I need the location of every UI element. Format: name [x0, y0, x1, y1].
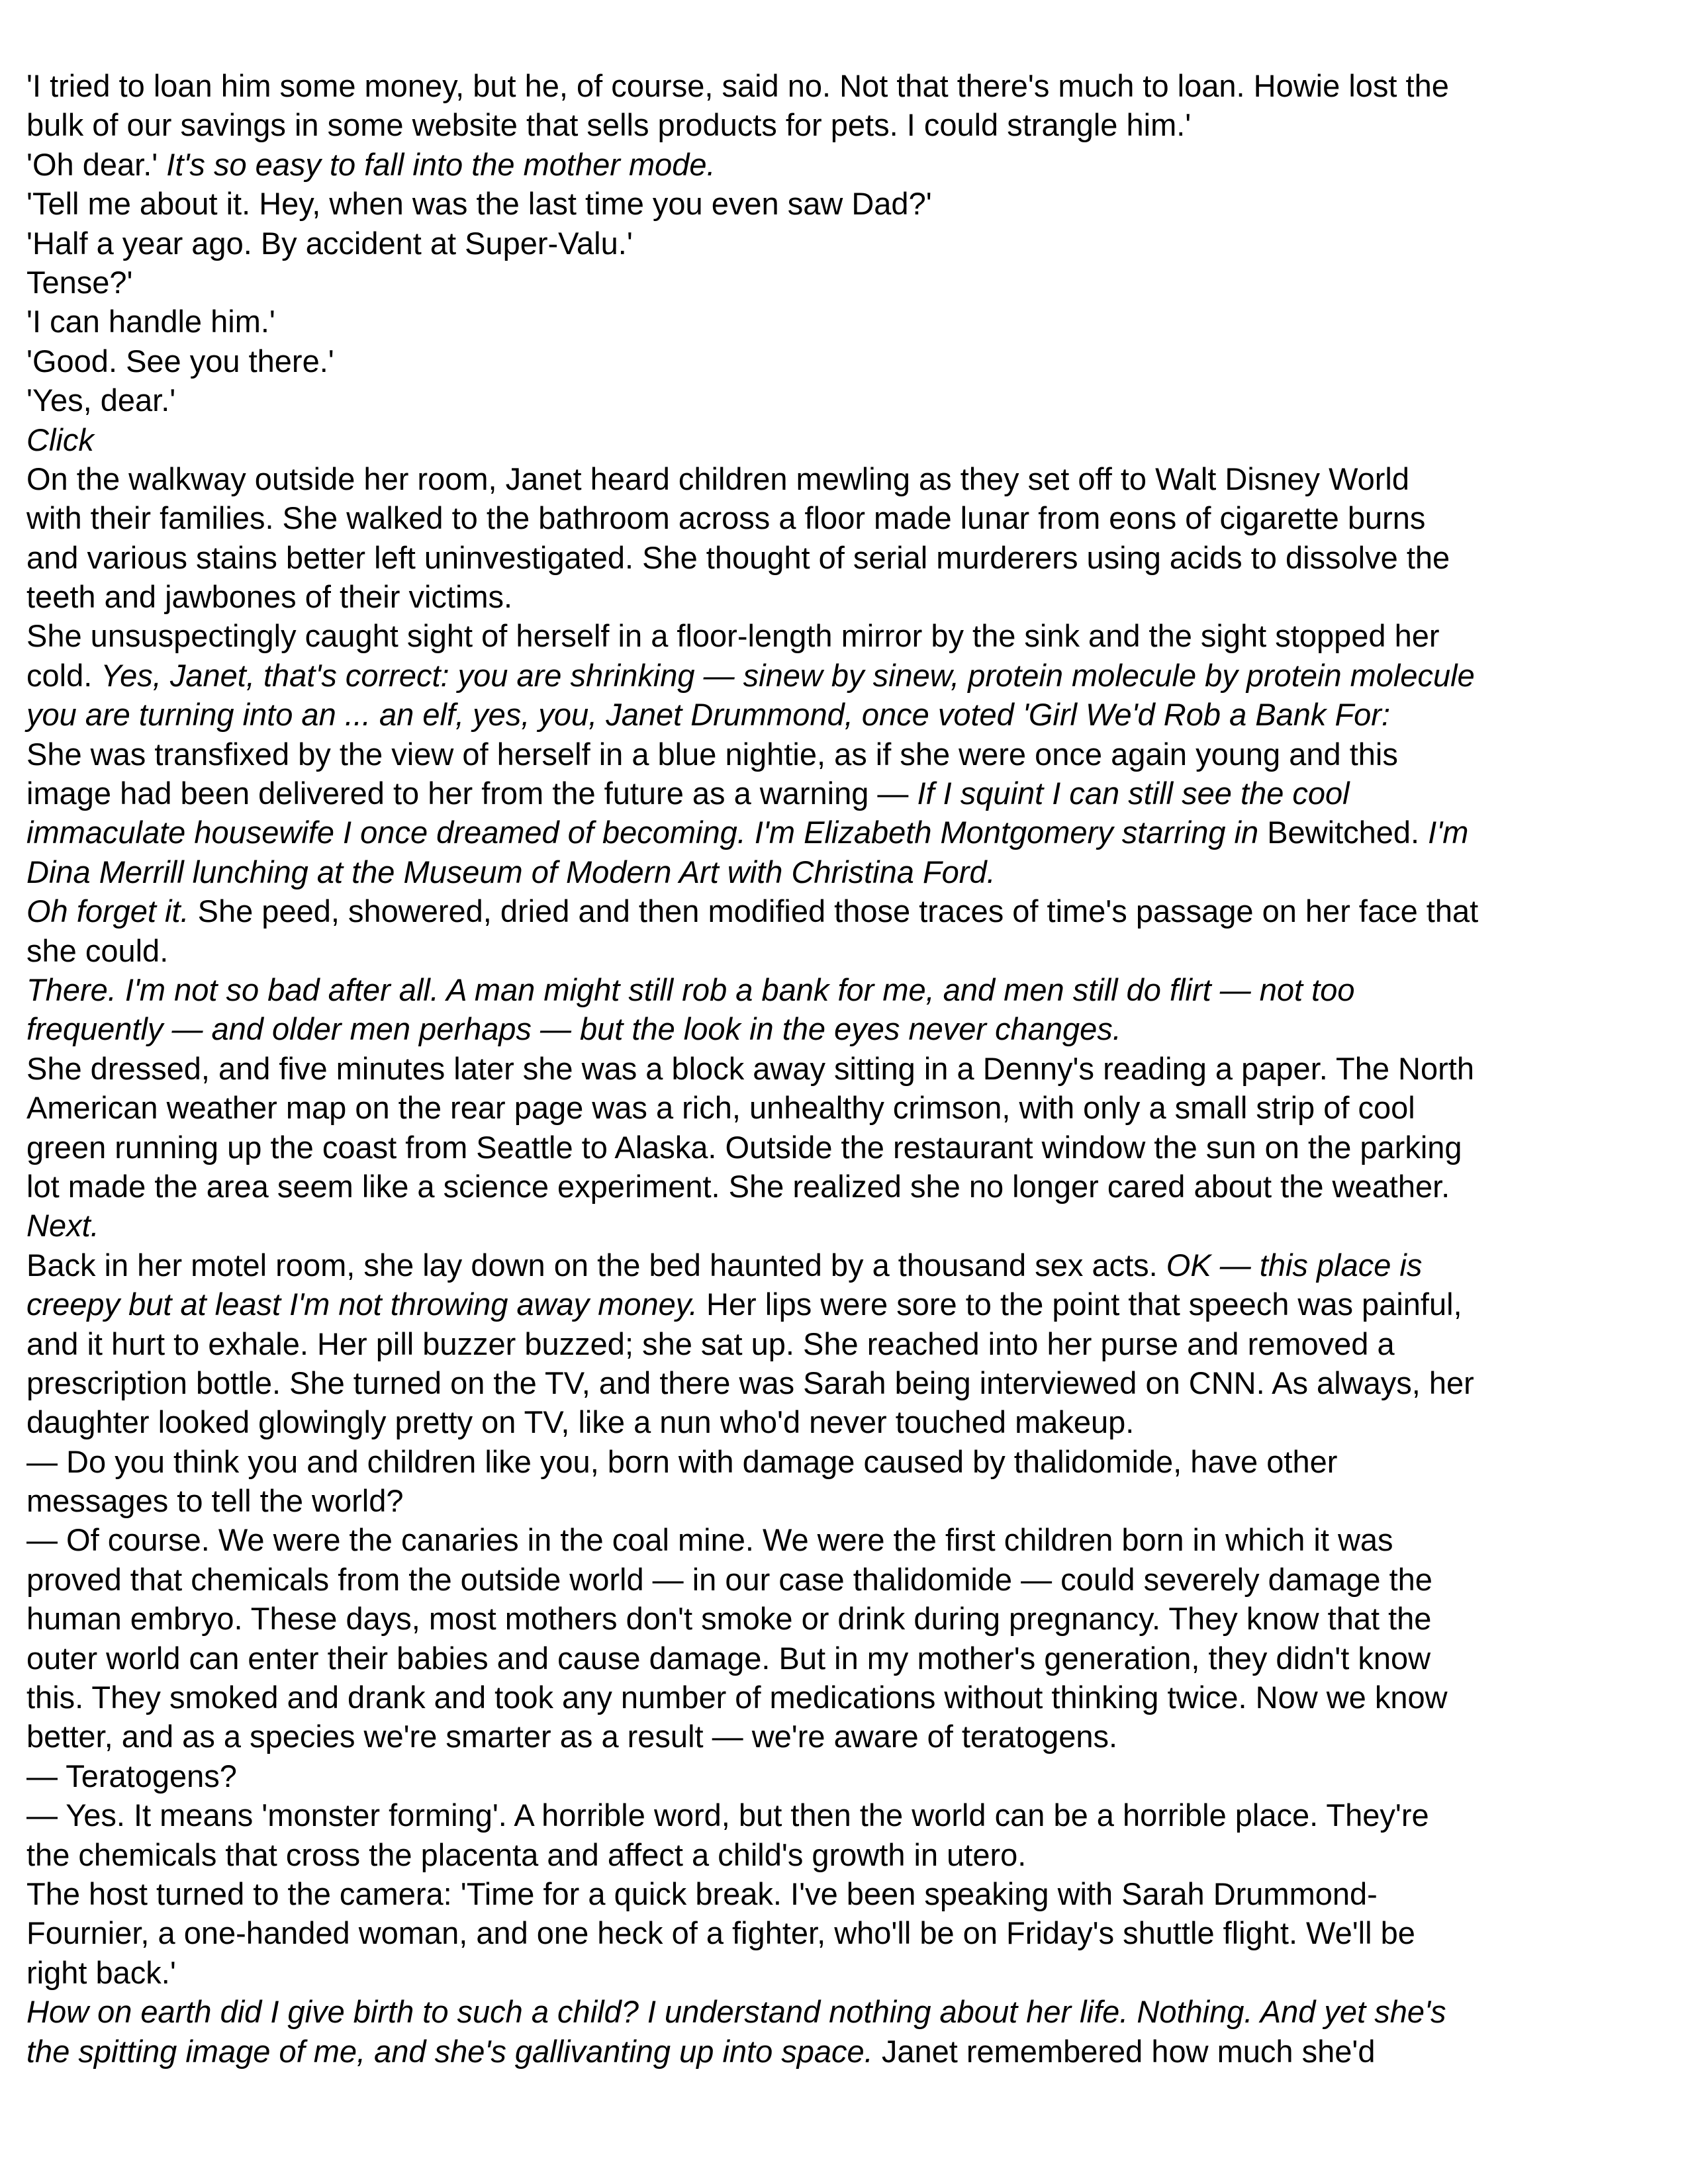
text-run: 'Good. See you there.' [26, 343, 334, 379]
text-line [26, 1835, 1662, 1874]
text-run: On the walkway outside her room, Janet heard children mewling as they set off to Walt Disney World [26, 461, 1409, 496]
text-run: bulk of our savings in some website that sells products for pets. I could strangle him.' [26, 107, 1192, 143]
italic-text-run: There. I'm not so bad after all. A man might still rob a bank for me, and men still do flirt — not too [26, 972, 1355, 1007]
text-run: She peed, showered, dried and then modified those traces of time's passage on her face that [197, 893, 1479, 929]
text-run: 'Yes, dear.' [26, 383, 176, 418]
text-line [26, 538, 1662, 577]
text-run: The host turned to the camera: 'Time for a quick break. I've been speaking with Sarah Drummond- [26, 1876, 1378, 1911]
text-line [26, 224, 1662, 263]
text-line [26, 1796, 1662, 1835]
text-run: 'I tried to loan him some money, but he, of course, said no. Not that there's much to loan. Howie lost the [26, 68, 1449, 103]
italic-text-run: Click [26, 422, 94, 457]
text-run: Back in her motel room, she lay down on the bed haunted by a thousand sex acts. [26, 1247, 1166, 1283]
text-run: the chemicals that cross the placenta and affect a child's growth in utero. [26, 1837, 1027, 1872]
text-line [26, 1402, 1662, 1441]
text-run: green running up the coast from Seattle to Alaska. Outside the restaurant window the sun on the parking [26, 1129, 1462, 1165]
italic-text-run: Dina Merrill lunching at the Museum of Modern Art with Christina Ford. [26, 854, 996, 889]
text-line [26, 1717, 1662, 1756]
text-line [26, 1442, 1662, 1481]
italic-text-run: immaculate housewife I once dreamed of becoming. I'm Elizabeth Montgomery starring in [26, 815, 1268, 850]
text-line [26, 2032, 1662, 2071]
text-line [26, 1049, 1662, 1088]
text-line [26, 970, 1662, 1009]
text-run: — Teratogens? [26, 1758, 237, 1794]
text-run: messages to tell the world? [26, 1483, 404, 1519]
text-line [26, 931, 1662, 970]
page-text [26, 66, 1662, 2071]
text-line [26, 1246, 1662, 1285]
text-run: lot made the area seem like a science experiment. She realized she no longer cared about the weather. [26, 1168, 1450, 1204]
text-line [26, 1167, 1662, 1206]
text-line [26, 1128, 1662, 1167]
text-run: cold. [26, 657, 101, 693]
text-run: image had been delivered to her from the future as a warning — [26, 776, 917, 811]
text-run: outer world can enter their babies and cause damage. But in my mother's generation, they didn't know [26, 1640, 1431, 1676]
text-line [26, 459, 1662, 498]
text-line [26, 341, 1662, 381]
text-line [26, 1639, 1662, 1678]
text-run: She unsuspectingly caught sight of herself in a floor-length mirror by the sink and the sight stopped her [26, 618, 1440, 654]
text-run: Fournier, a one-handed woman, and one heck of a fighter, who'll be on Friday's shuttle flight. We'll be [26, 1915, 1415, 1951]
text-line [26, 735, 1662, 774]
italic-text-run: Next. [26, 1208, 99, 1244]
text-run: 'Oh dear.' [26, 146, 167, 182]
italic-text-run: It's so easy to fall into the mother mode. [166, 146, 716, 182]
text-run: with their families. She walked to the bathroom across a floor made lunar from eons of cigarette burns [26, 500, 1426, 536]
text-line [26, 1599, 1662, 1638]
text-line [26, 184, 1662, 223]
text-run: and it hurt to exhale. Her pill buzzer buzzed; she sat up. She reached into her purse and removed a [26, 1326, 1395, 1361]
text-run: teeth and jawbones of their victims. [26, 579, 513, 615]
text-run: American weather map on the rear page was a rich, unhealthy crimson, with only a small strip of cool [26, 1090, 1415, 1126]
text-run: daughter looked glowingly pretty on TV, like a nun who'd never touched makeup. [26, 1404, 1135, 1440]
text-line [26, 616, 1662, 655]
text-line [26, 1953, 1662, 1992]
text-line [26, 577, 1662, 616]
text-line [26, 1520, 1662, 1559]
italic-text-run: OK — this place is [1166, 1247, 1423, 1283]
text-run: 'Tell me about it. Hey, when was the last time you even saw Dad?' [26, 186, 932, 222]
text-run: Her lips were sore to the point that speech was painful, [706, 1287, 1462, 1322]
text-line [26, 1678, 1662, 1717]
text-run: proved that chemicals from the outside world — in our case thalidomide — could severely damage the [26, 1561, 1432, 1597]
text-line [26, 1206, 1662, 1245]
italic-text-run: you are turning into an ... an elf, yes, you, Janet Drummond, once voted 'Girl We'd Rob a Bank For: [26, 697, 1391, 733]
text-line [26, 1009, 1662, 1048]
text-run: this. They smoked and drank and took any number of medications without thinking twice. Now we know [26, 1680, 1448, 1715]
text-line [26, 1874, 1662, 1913]
text-run: Bewitched. [1267, 815, 1429, 850]
text-run: prescription bottle. She turned on the TV, and there was Sarah being interviewed on CNN. As always, her [26, 1365, 1474, 1400]
text-run: Janet remembered how much she'd [881, 2033, 1376, 2069]
text-run: better, and as a species we're smarter as a result — we're aware of teratogens. [26, 1719, 1118, 1754]
text-run: Tense?' [26, 264, 133, 300]
text-run: and various stains better left uninvestigated. She thought of serial murderers using acids to dissolve the [26, 539, 1450, 575]
text-line [26, 145, 1662, 184]
text-line [26, 774, 1662, 813]
italic-text-run: How on earth did I give birth to such a child? I understand nothing about her life. Nothing. And yet she's [26, 1994, 1446, 2030]
text-line [26, 1913, 1662, 1952]
text-line [26, 852, 1662, 891]
text-line [26, 1285, 1662, 1324]
text-run: — Of course. We were the canaries in the coal mine. We were the first children born in which it was [26, 1522, 1393, 1558]
text-run: — Do you think you and children like you, born with damage caused by thalidomide, have other [26, 1443, 1338, 1479]
text-line [26, 105, 1662, 144]
text-run: right back.' [26, 1954, 176, 1990]
text-line [26, 1756, 1662, 1796]
text-line [26, 656, 1662, 695]
text-line [26, 263, 1662, 302]
italic-text-run: frequently — and older men perhaps — but the look in the eyes never changes. [26, 1011, 1121, 1047]
text-line [26, 1560, 1662, 1599]
text-line [26, 66, 1662, 105]
text-line [26, 1481, 1662, 1520]
text-run: — Yes. It means 'monster forming'. A horrible word, but then the world can be a horrible place. They're [26, 1797, 1429, 1833]
text-run: 'I can handle him.' [26, 304, 275, 340]
text-run: She dressed, and five minutes later she was a block away sitting in a Denny's reading a paper. The North [26, 1050, 1474, 1086]
text-line [26, 813, 1662, 852]
text-line [26, 1992, 1662, 2031]
text-line [26, 1088, 1662, 1127]
text-line [26, 381, 1662, 420]
text-run: She was transfixed by the view of herself in a blue nightie, as if she were once again young and this [26, 736, 1398, 772]
text-run: human embryo. These days, most mothers don't smoke or drink during pregnancy. They know that the [26, 1601, 1432, 1637]
italic-text-run: Oh forget it. [26, 893, 198, 929]
italic-text-run: creepy but at least I'm not throwing away money. [26, 1287, 706, 1322]
text-line [26, 498, 1662, 537]
text-line [26, 891, 1662, 931]
text-line [26, 1363, 1662, 1402]
italic-text-run: I'm [1428, 815, 1469, 850]
text-line [26, 1324, 1662, 1363]
italic-text-run: Yes, Janet, that's correct: you are shrinking — sinew by sinew, protein molecule by protein molecule [101, 657, 1475, 693]
text-line [26, 695, 1662, 734]
text-run: 'Half a year ago. By accident at Super-Valu.' [26, 225, 633, 261]
italic-text-run: If I squint I can still see the cool [917, 776, 1350, 811]
text-run: she could. [26, 933, 169, 968]
text-line [26, 420, 1662, 459]
text-line [26, 302, 1662, 341]
italic-text-run: the spitting image of me, and she's gallivanting up into space. [26, 2033, 882, 2069]
